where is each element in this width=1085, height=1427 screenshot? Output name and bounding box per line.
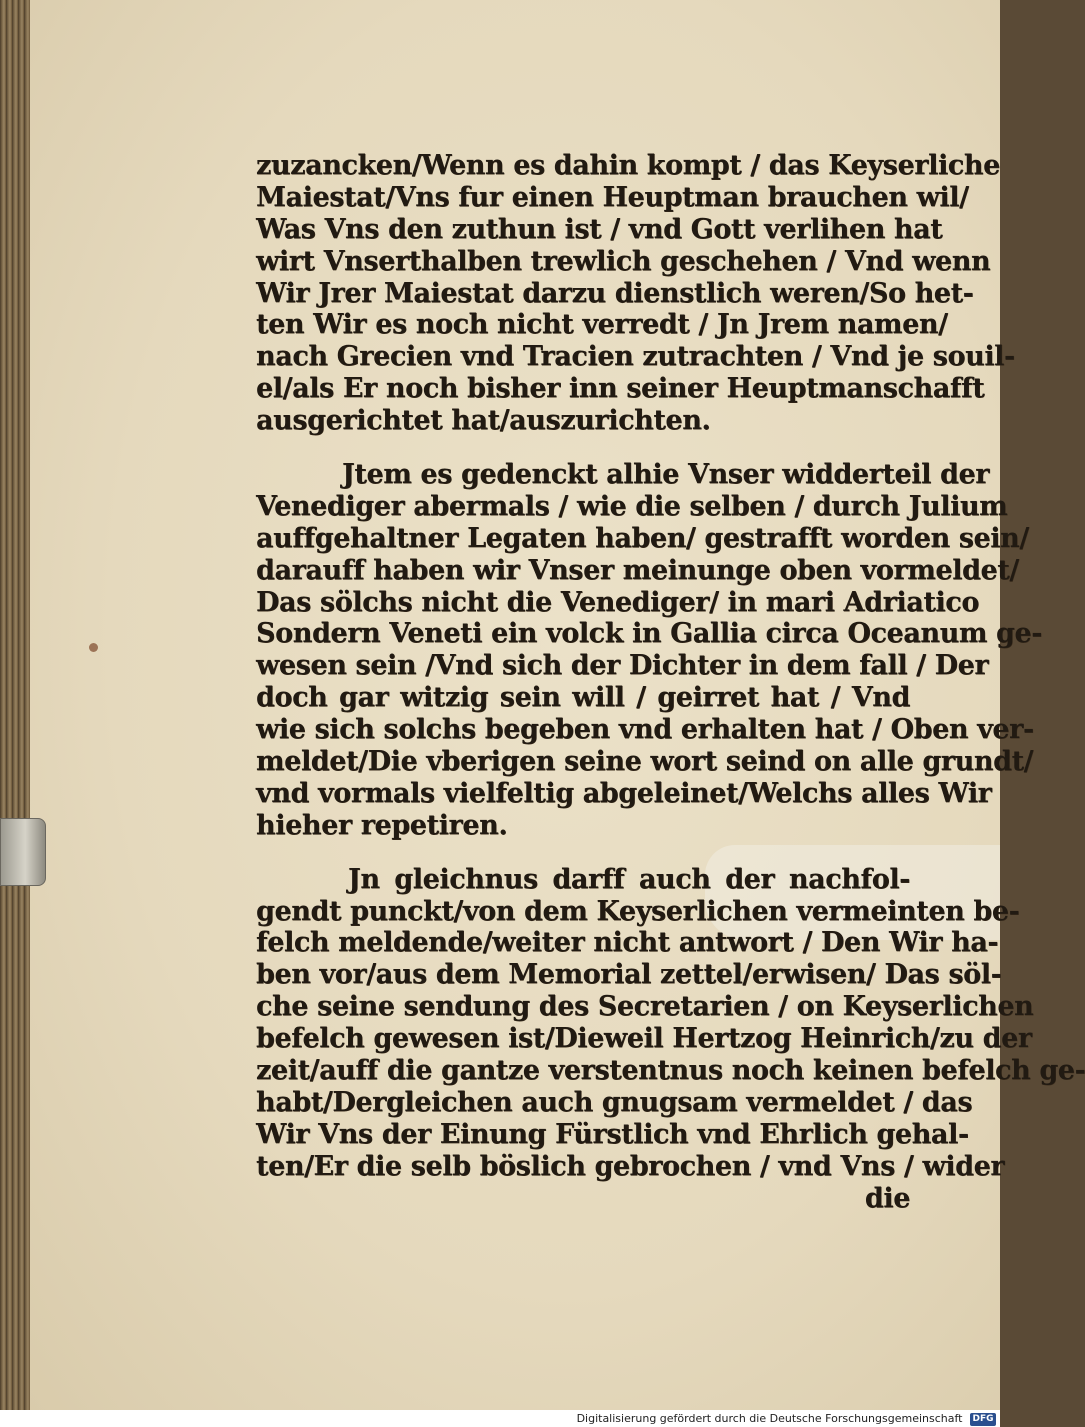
text-line: Sondern Veneti ein volck in Gallia circa Oceanum ge- bbox=[256, 618, 1043, 650]
text-line: Venediger abermals / wie die selben / durch Julium bbox=[256, 490, 1008, 522]
text-line: doch gar witzig sein will / geirret hat / Vnd bbox=[256, 682, 910, 714]
paragraph bbox=[256, 150, 1015, 437]
text-line: habt/Dergleichen auch gnugsam vermeldet / das bbox=[256, 1086, 973, 1118]
text-line: felch meldende/weiter nicht antwort / Den Wir ha- bbox=[256, 927, 999, 959]
text-line: Was Vns den zuthun ist / vnd Gott verlihen hat bbox=[256, 213, 943, 245]
text-line: ausgerichtet hat/auszurichten. bbox=[256, 405, 711, 437]
text-line: ten Wir es noch nicht verredt / Jn Jrem namen/ bbox=[256, 309, 948, 341]
text-line: Wir Vns der Einung Fürstlich vnd Ehrlich gehal- bbox=[256, 1118, 969, 1150]
paragraph-gap bbox=[256, 437, 910, 459]
paragraph bbox=[256, 459, 1043, 842]
ink-spot bbox=[89, 643, 98, 652]
text-line: Maiestat/Vns fur einen Heuptman brauchen wil/ bbox=[256, 181, 969, 213]
text-line: darauff haben wir Vnser meinunge oben vormeldet/ bbox=[256, 554, 1019, 586]
paragraph-gap bbox=[256, 842, 910, 864]
dfg-logo-icon: DFG bbox=[970, 1413, 996, 1426]
text-line: hieher repetiren. bbox=[256, 809, 508, 841]
text-line: wie sich solchs begeben vnd erhalten hat / Oben ver- bbox=[256, 714, 1034, 746]
body-text bbox=[256, 150, 1085, 1215]
paragraph bbox=[256, 863, 1085, 1183]
text-line: Jn gleichnus darff auch der nachfol- bbox=[348, 863, 910, 895]
digitization-footer bbox=[0, 1410, 1000, 1427]
digitization-credit: Digitalisierung gefördert durch die Deutsche Forschungsgemeinschaft bbox=[576, 1412, 963, 1425]
text-line: zuzancken/Wenn es dahin kompt / das Keyserliche bbox=[256, 150, 1000, 181]
text-line: wirt Vnserthalben trewlich geschehen / Vnd wenn bbox=[256, 245, 991, 277]
book-clasp bbox=[0, 818, 46, 886]
text-line: vnd vormals vielfeltig abgeleinet/Welchs alles Wir bbox=[256, 777, 992, 809]
text-line: nach Grecien vnd Tracien zutrachten / Vnd je souil- bbox=[256, 341, 1015, 373]
text-line: meldet/Die vberigen seine wort seind on alle grundt/ bbox=[256, 746, 1034, 778]
text-line: zeit/auff die gantze verstentnus noch keinen befelch ge- bbox=[256, 1055, 1085, 1087]
text-line: Das sölchs nicht die Venediger/ in mari Adriatico bbox=[256, 586, 979, 618]
text-line: wesen sein /Vnd sich der Dichter in dem fall / Der bbox=[256, 650, 989, 682]
text-line: auffgehaltner Legaten haben/ gestrafft worden sein/ bbox=[256, 522, 1029, 554]
book-spine-edge bbox=[0, 0, 32, 1410]
text-line: che seine sendung des Secretarien / on Keyserlichen bbox=[256, 991, 1034, 1023]
catchword: die bbox=[864, 1182, 910, 1214]
text-line: Jtem es gedenckt alhie Vnser widderteil der bbox=[342, 459, 990, 491]
text-line: Wir Jrer Maiestat darzu dienstlich weren/So het- bbox=[256, 277, 974, 309]
text-line: ten/Er die selb böslich gebrochen / vnd Vns / wider bbox=[256, 1150, 1005, 1182]
text-line: ben vor/aus dem Memorial zettel/erwisen/ Das söl- bbox=[256, 959, 1002, 991]
text-line: el/als Er noch bisher inn seiner Heuptmanschafft bbox=[256, 373, 985, 405]
text-line: befelch gewesen ist/Dieweil Hertzog Heinrich/zu der bbox=[256, 1023, 1032, 1055]
text-line: gendt punckt/von dem Keyserlichen vermeinten be- bbox=[256, 895, 1020, 927]
